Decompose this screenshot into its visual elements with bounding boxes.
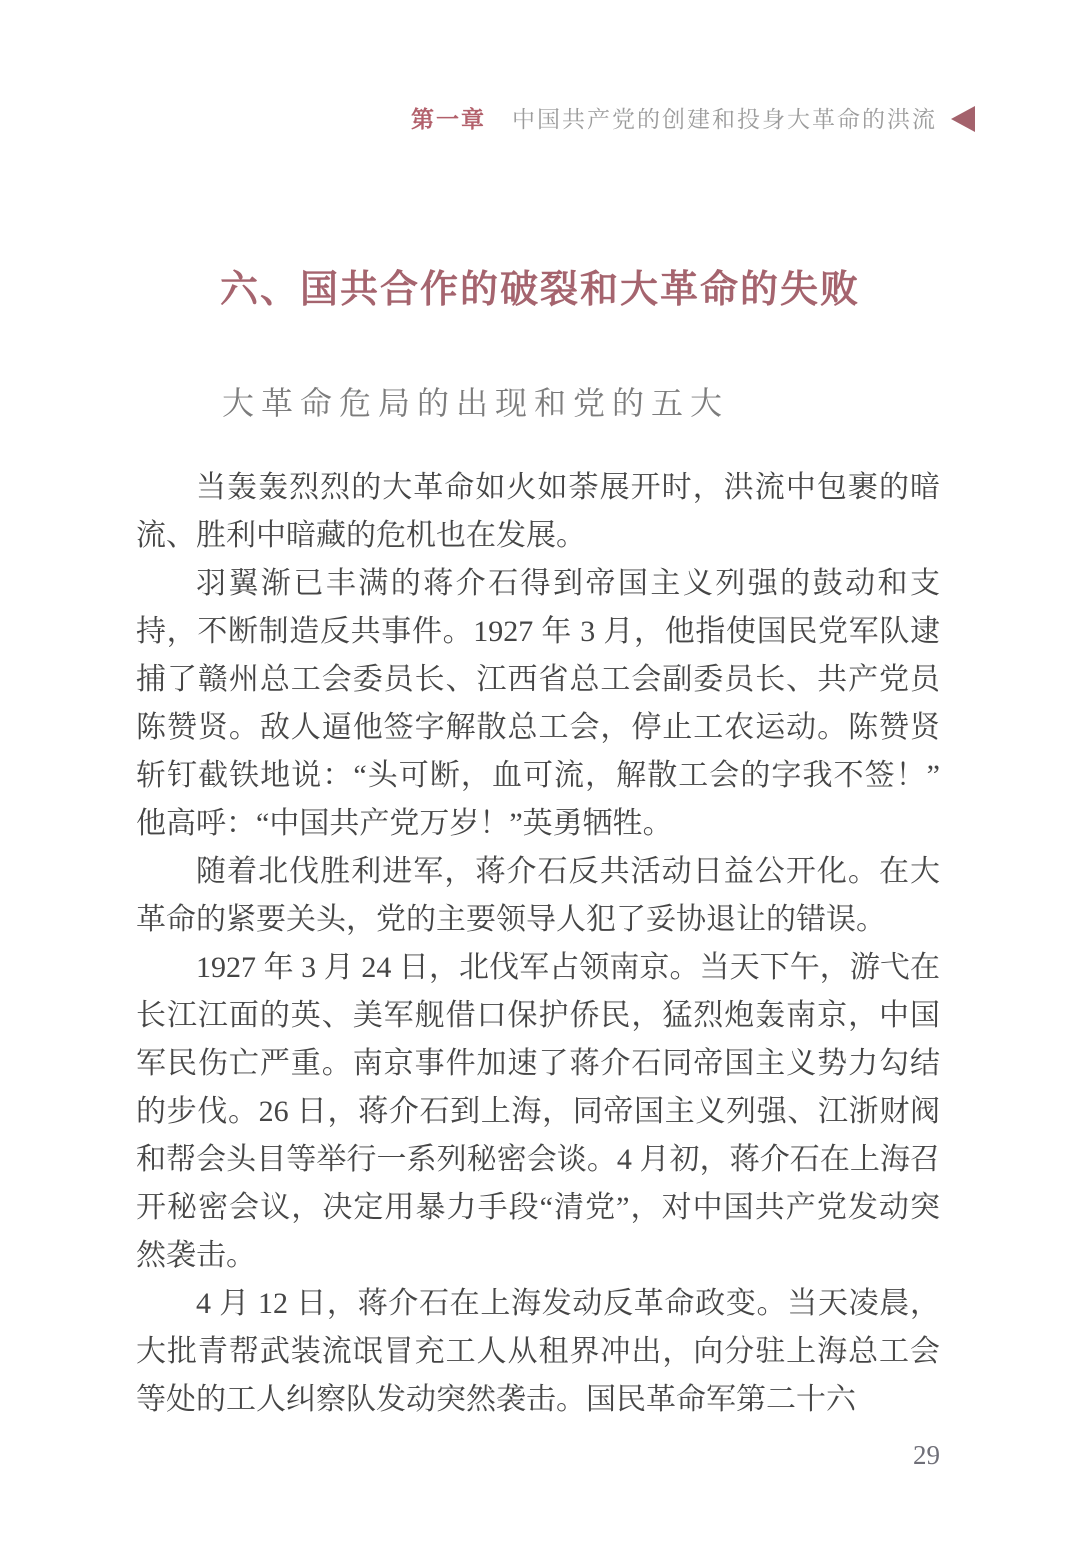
- section-subtitle: 大革命危局的出现和党的五大: [222, 385, 730, 421]
- body-paragraph: 羽翼渐已丰满的蒋介石得到帝国主义列强的鼓动和支持，不断制造反共事件。1927 年 3 月，他指使国民党军队逮捕了赣州总工会委员长、江西省总工会副委员长、共产党员陈赞贤。敌人逼他签字解散总工会，停止工农运动。陈赞贤斩钉截铁地说：“头可断，血可流，解散工会的字我不签！”他高呼：“中国共产党万岁！”英勇牺牲。: [136, 567, 940, 840]
- body-paragraph: 4 月 12 日，蒋介石在上海发动反革命政变。当天凌晨，大批青帮武装流氓冒充工人从租界冲出，向分驻上海总工会等处的工人纠察队发动突然袭击。国民革命军第二十六: [136, 1287, 940, 1416]
- body-paragraph: 1927 年 3 月 24 日，北伐军占领南京。当天下午，游弋在长江江面的英、美军舰借口保护侨民，猛烈炮轰南京，中国军民伤亡严重。南京事件加速了蒋介石同帝国主义势力勾结的步伐。26 日，蒋介石到上海，同帝国主义列强、江浙财阀和帮会头目等举行一系列秘密会谈。4 月初，蒋介石在上海召开秘密会议，决定用暴力手段“清党”，对中国共产党发动突然袭击。: [136, 951, 940, 1272]
- body-paragraph: 随着北伐胜利进军，蒋介石反共活动日益公开化。在大革命的紧要关头，党的主要领导人犯了妥协退让的错误。: [136, 855, 940, 936]
- chapter-number-label: 第一章: [411, 106, 486, 132]
- section-title: 六、国共合作的破裂和大革命的失败: [219, 269, 860, 311]
- running-header: [0, 103, 975, 135]
- page-number: 29: [913, 1440, 940, 1470]
- body-paragraph: 当轰轰烈烈的大革命如火如荼展开时，洪流中包裹的暗流、胜利中暗藏的危机也在发展。: [136, 471, 940, 552]
- chapter-title-text: 中国共产党的创建和投身大革命的洪流: [512, 106, 937, 132]
- triangle-left-icon: [951, 106, 975, 132]
- body-text-column: [136, 464, 940, 1424]
